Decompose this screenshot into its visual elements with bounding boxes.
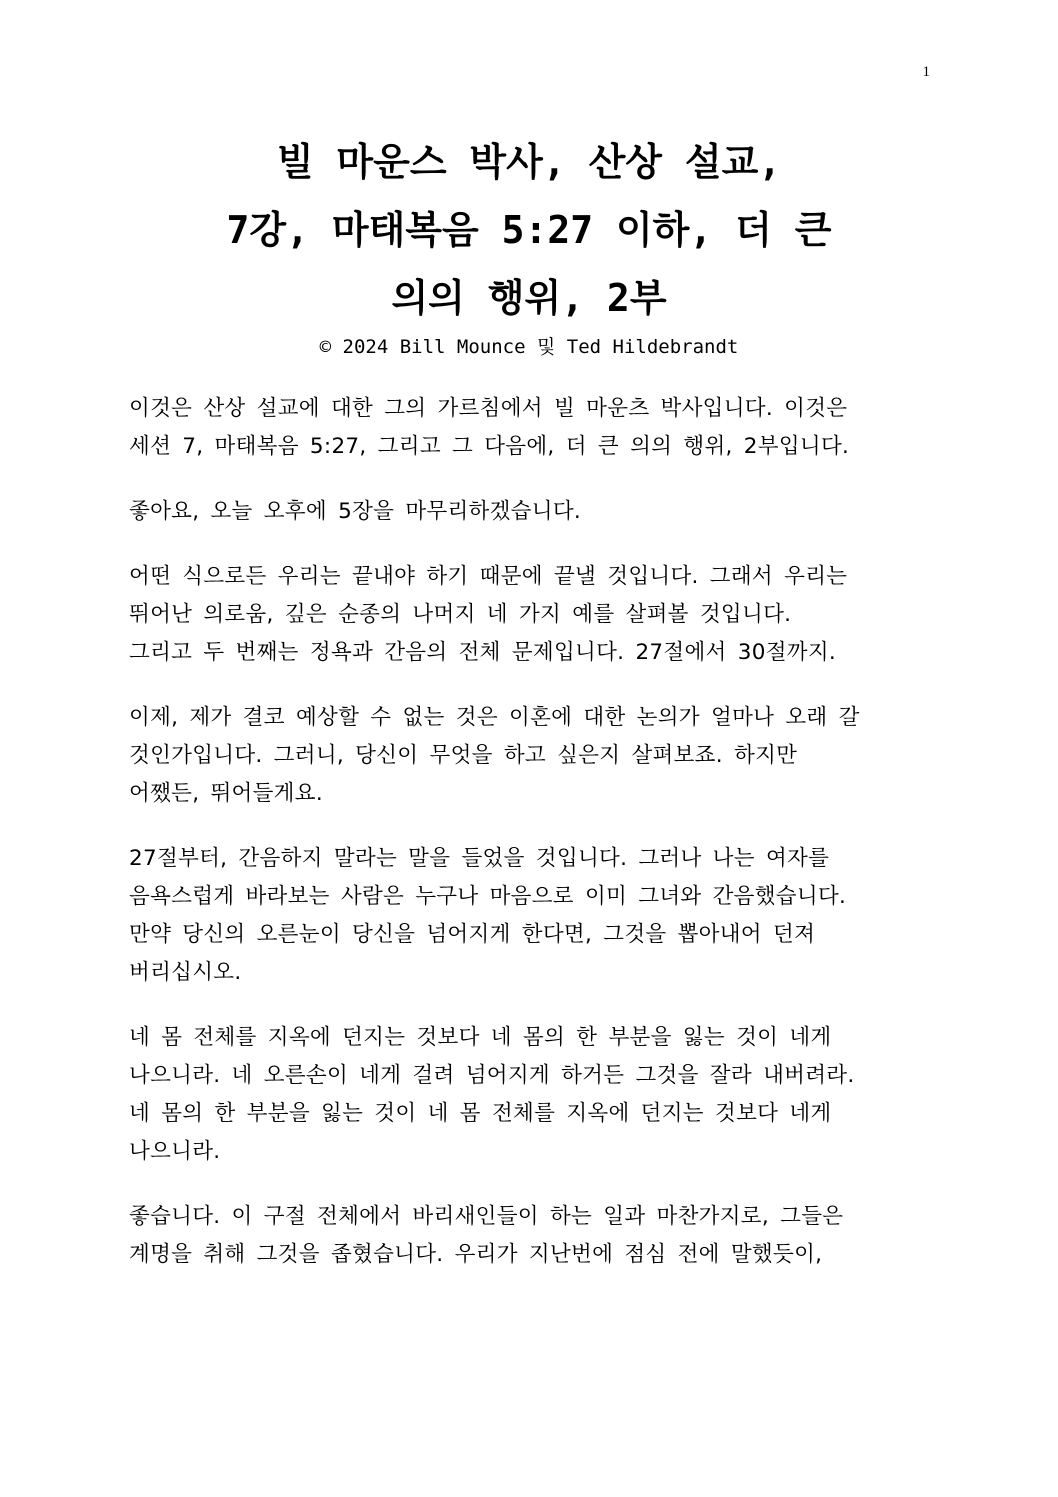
text-line: 이것은 산상 설교에 대한 그의 가르침에서 빌 마운츠 박사입니다. 이것은 bbox=[129, 396, 848, 421]
paragraph-7 bbox=[129, 1198, 929, 1274]
title-line-3: 의의 행위, 2부 bbox=[391, 276, 667, 320]
text-line: 어떤 식으로든 우리는 끝내야 하기 때문에 끝낼 것입니다. 그래서 우리는 bbox=[129, 564, 848, 589]
copyright-line: © 2024 Bill Mounce 및 Ted Hildebrandt bbox=[319, 336, 739, 358]
paragraph-3 bbox=[129, 558, 929, 672]
text-line: 그리고 두 번째는 정욕과 간음의 전체 문제입니다. 27절에서 30절까지. bbox=[129, 640, 837, 665]
text-line: 좋습니다. 이 구절 전체에서 바리새인들이 하는 일과 마찬가지로, 그들은 bbox=[129, 1204, 844, 1229]
text-line: 네 몸 전체를 지옥에 던지는 것보다 네 몸의 한 부분을 잃는 것이 네게 bbox=[129, 1025, 832, 1050]
text-line: 이제, 제가 결코 예상할 수 없는 것은 이혼에 대한 논의가 얼마나 오래 갈 bbox=[129, 705, 860, 730]
title-block bbox=[100, 128, 958, 362]
paragraph-5 bbox=[129, 840, 929, 992]
text-line: 네 몸의 한 부분을 잃는 것이 네 몸 전체를 지옥에 던지는 것보다 네게 bbox=[129, 1101, 832, 1126]
paragraph-1 bbox=[129, 390, 929, 466]
text-line: 계명을 취해 그것을 좁혔습니다. 우리가 지난번에 점심 전에 말했듯이, bbox=[129, 1242, 823, 1267]
text-line: 만약 당신의 오른눈이 당신을 넘어지게 한다면, 그것을 뽑아내어 던져 bbox=[129, 922, 816, 947]
text-line: 세션 7, 마태복음 5:27, 그리고 그 다음에, 더 큰 의의 행위, 2부입니다. bbox=[129, 434, 850, 459]
title-line-1: 빌 마운스 박사, 산상 설교, bbox=[276, 140, 782, 184]
text-line: 좋아요, 오늘 오후에 5장을 마무리하겠습니다. bbox=[129, 499, 582, 524]
text-line: 나으니라. bbox=[129, 1139, 221, 1164]
text-line: 것인가입니다. 그러니, 당신이 무엇을 하고 싶은지 살펴보죠. 하지만 bbox=[129, 743, 798, 768]
paragraph-6 bbox=[129, 1019, 929, 1171]
text-line: 버리십시오. bbox=[129, 960, 242, 985]
text-line: 어쨌든, 뛰어들게요. bbox=[129, 781, 323, 806]
text-line: 음욕스럽게 바라보는 사람은 누구나 마음으로 이미 그녀와 간음했습니다. bbox=[129, 884, 847, 909]
text-line: 뛰어난 의로움, 깊은 순종의 나머지 네 가지 예를 살펴볼 것입니다. bbox=[129, 602, 792, 627]
text-line: 나으니라. 네 오른손이 네게 걸려 넘어지게 하거든 그것을 잘라 내버려라. bbox=[129, 1063, 855, 1088]
document-body bbox=[129, 390, 929, 1301]
text-line: 27절부터, 간음하지 말라는 말을 들었을 것입니다. 그러나 나는 여자를 bbox=[129, 846, 830, 871]
paragraph-2 bbox=[129, 493, 929, 531]
paragraph-4 bbox=[129, 699, 929, 813]
page-number: 1 bbox=[922, 64, 930, 80]
title-line-2: 7강, 마태복음 5:27 이하, 더 큰 bbox=[226, 208, 832, 252]
